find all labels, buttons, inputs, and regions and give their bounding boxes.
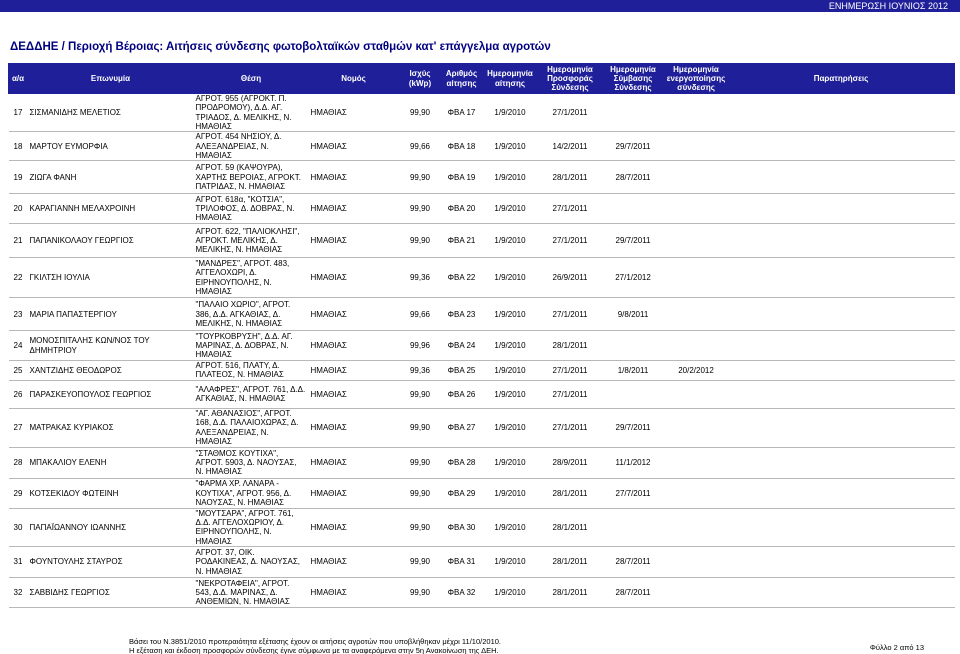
cell-application-date: 1/9/2010	[482, 380, 539, 408]
cell-aa: 26	[9, 380, 28, 408]
cell-location: ΑΓΡΟΤ. 454 ΝΗΣΙΟΥ, Δ. ΑΛΕΞΑΝΔΡΕΙΑΣ, Ν. ΗΜΑΘΙΑΣ	[194, 132, 309, 161]
table-body	[9, 94, 955, 608]
cell-offer-date: 27/1/2011	[539, 408, 602, 447]
cell-aa: 23	[9, 298, 28, 331]
cell-contract-date: 1/8/2011	[602, 361, 665, 381]
cell-remarks	[728, 224, 955, 258]
cell-contract-date: 28/7/2011	[602, 546, 665, 577]
cell-offer-date: 27/1/2011	[539, 298, 602, 331]
cell-protocol: ΦΒΑ 23	[442, 298, 482, 331]
cell-offer-date: 28/9/2011	[539, 447, 602, 478]
cell-offer-date: 28/1/2011	[539, 508, 602, 546]
cell-protocol: ΦΒΑ 29	[442, 478, 482, 508]
cell-protocol: ΦΒΑ 20	[442, 194, 482, 224]
cell-remarks	[728, 161, 955, 194]
cell-application-date: 1/9/2010	[482, 258, 539, 298]
cell-contract-date: 27/1/2012	[602, 258, 665, 298]
cell-prefecture: ΗΜΑΘΙΑΣ	[309, 361, 399, 381]
cell-contract-date: 9/8/2011	[602, 298, 665, 331]
cell-aa: 20	[9, 194, 28, 224]
cell-offer-date: 26/9/2011	[539, 258, 602, 298]
cell-protocol: ΦΒΑ 32	[442, 577, 482, 607]
update-label: ΕΝΗΜΕΡΩΣΗ ΙΟΥΝΙΟΣ 2012	[828, 1, 948, 11]
table-row	[9, 361, 955, 381]
cell-power: 99,90	[399, 94, 442, 132]
col-header-prefecture: Νομός	[309, 64, 399, 94]
table-row	[9, 380, 955, 408]
table-row	[9, 577, 955, 607]
page-title: ΔΕΔΔΗΕ / Περιοχή Βέροιας: Αιτήσεις σύνδεσης φωτοβολταϊκών σταθμών κατ' επάγγελμα αγροτών	[10, 41, 551, 53]
cell-location: ΑΓΡΟΤ. 955 (ΑΓΡΟΚΤ. Π. ΠΡΟΔΡΟΜΟΥ), Δ.Δ. ΑΓ. ΤΡΙΑΔΟΣ, Δ. ΜΕΛΙΚΗΣ, Ν. ΗΜΑΘΙΑΣ	[194, 94, 309, 132]
cell-application-date: 1/9/2010	[482, 298, 539, 331]
cell-protocol: ΦΒΑ 31	[442, 546, 482, 577]
cell-power: 99,90	[399, 508, 442, 546]
cell-name: ΚΑΡΑΓΙΑΝΝΗ ΜΕΛΑΧΡΟΙΝΗ	[28, 194, 194, 224]
table-row	[9, 94, 955, 132]
cell-power: 99,36	[399, 258, 442, 298]
cell-contract-date: 11/1/2012	[602, 447, 665, 478]
cell-power: 99,36	[399, 361, 442, 381]
cell-name: ΚΟΤΣΕΚΙΔΟΥ ΦΩΤΕΙΝΗ	[28, 478, 194, 508]
cell-contract-date	[602, 194, 665, 224]
cell-prefecture: ΗΜΑΘΙΑΣ	[309, 194, 399, 224]
cell-protocol: ΦΒΑ 25	[442, 361, 482, 381]
col-header-application-date: Ημερομηνία αίτησης	[482, 64, 539, 94]
cell-offer-date: 28/1/2011	[539, 478, 602, 508]
table-row	[9, 546, 955, 577]
cell-contract-date	[602, 380, 665, 408]
cell-offer-date: 14/2/2011	[539, 132, 602, 161]
footer-note-2: Η εξέταση και έκδοση προσφορών σύνδεσης έγινε σύμφωνα με τα αναφερόμενα στην 5η Ανακοίνωση της ΔΕΗ.	[129, 646, 499, 654]
cell-prefecture: ΗΜΑΘΙΑΣ	[309, 478, 399, 508]
cell-activation-date	[665, 331, 728, 361]
cell-remarks	[728, 331, 955, 361]
cell-activation-date	[665, 161, 728, 194]
cell-remarks	[728, 408, 955, 447]
cell-aa: 29	[9, 478, 28, 508]
cell-contract-date: 29/7/2011	[602, 224, 665, 258]
cell-activation-date	[665, 380, 728, 408]
cell-name: ΜΑΤΡΑΚΑΣ ΚΥΡΙΑΚΟΣ	[28, 408, 194, 447]
cell-offer-date: 27/1/2011	[539, 224, 602, 258]
table-row	[9, 508, 955, 546]
cell-location: "ΦΑΡΜΑ ΧΡ. ΛΑΝΑΡΑ - ΚΟΥΤΙΧΑ", ΑΓΡΟΤ. 956, Δ. ΝΑΟΥΣΑΣ, Ν. ΗΜΑΘΙΑΣ	[194, 478, 309, 508]
table-row	[9, 298, 955, 331]
cell-application-date: 1/9/2010	[482, 361, 539, 381]
footer-note-1: Βάσει του Ν.3851/2010 προτεραιότητα εξέτασης έχουν οι αιτήσεις αγροτών που υποβλήθηκαν μέχρι 11/10/2010.	[129, 637, 501, 646]
cell-offer-date: 27/1/2011	[539, 361, 602, 381]
cell-offer-date: 28/1/2011	[539, 331, 602, 361]
cell-activation-date	[665, 508, 728, 546]
cell-name: ΖΙΩΓΑ ΦΑΝΗ	[28, 161, 194, 194]
cell-power: 99,90	[399, 161, 442, 194]
cell-aa: 31	[9, 546, 28, 577]
cell-name: ΓΚΙΛΤΣΗ ΙΟΥΛΙΑ	[28, 258, 194, 298]
cell-protocol: ΦΒΑ 19	[442, 161, 482, 194]
cell-contract-date: 27/7/2011	[602, 478, 665, 508]
cell-protocol: ΦΒΑ 24	[442, 331, 482, 361]
cell-power: 99,90	[399, 380, 442, 408]
col-header-aa: α/α	[9, 64, 28, 94]
cell-application-date: 1/9/2010	[482, 546, 539, 577]
cell-contract-date: 29/7/2011	[602, 132, 665, 161]
cell-protocol: ΦΒΑ 22	[442, 258, 482, 298]
cell-aa: 24	[9, 331, 28, 361]
cell-power: 99,90	[399, 546, 442, 577]
cell-aa: 27	[9, 408, 28, 447]
cell-activation-date	[665, 577, 728, 607]
cell-offer-date: 28/1/2011	[539, 546, 602, 577]
cell-activation-date	[665, 258, 728, 298]
cell-prefecture: ΗΜΑΘΙΑΣ	[309, 331, 399, 361]
cell-application-date: 1/9/2010	[482, 331, 539, 361]
footer-notes	[129, 637, 501, 654]
cell-name: ΧΑΝΤΖΙΔΗΣ ΘΕΟΔΩΡΟΣ	[28, 361, 194, 381]
cell-location: "ΠΑΛΑΙΟ ΧΩΡΙΟ", ΑΓΡΟΤ. 386, Δ.Δ. ΑΓΚΑΘΙΑΣ, Δ. ΜΕΛΙΚΗΣ, Ν. ΗΜΑΘΙΑΣ	[194, 298, 309, 331]
cell-activation-date	[665, 194, 728, 224]
cell-remarks	[728, 194, 955, 224]
cell-activation-date	[665, 132, 728, 161]
cell-location: "ΑΛΑΦΡΕΣ", ΑΓΡΟΤ. 761, Δ.Δ. ΑΓΚΑΘΙΑΣ, Ν. ΗΜΑΘΙΑΣ	[194, 380, 309, 408]
cell-remarks	[728, 478, 955, 508]
cell-activation-date	[665, 478, 728, 508]
cell-name: ΣΑΒΒΙΔΗΣ ΓΕΩΡΓΙΟΣ	[28, 577, 194, 607]
col-header-location: Θέση	[194, 64, 309, 94]
cell-offer-date: 27/1/2011	[539, 94, 602, 132]
cell-application-date: 1/9/2010	[482, 577, 539, 607]
col-header-contract-date: Ημερομηνία Σύμβασης Σύνδεσης	[602, 64, 665, 94]
cell-prefecture: ΗΜΑΘΙΑΣ	[309, 161, 399, 194]
top-banner	[0, 0, 960, 12]
cell-location: ΑΓΡΟΤ. 59 (ΚΑΨΟΥΡΑ), ΧΑΡΤΗΣ ΒΕΡΟΙΑΣ, ΑΓΡΟΚΤ. ΠΑΤΡΙΔΑΣ, Ν. ΗΜΑΘΙΑΣ	[194, 161, 309, 194]
cell-protocol: ΦΒΑ 30	[442, 508, 482, 546]
table-row	[9, 447, 955, 478]
cell-power: 99,90	[399, 224, 442, 258]
cell-prefecture: ΗΜΑΘΙΑΣ	[309, 546, 399, 577]
cell-name: ΜΑΡΤΟΥ ΕΥΜΟΡΦΙΑ	[28, 132, 194, 161]
applications-table	[8, 63, 955, 608]
cell-offer-date: 27/1/2011	[539, 194, 602, 224]
cell-protocol: ΦΒΑ 21	[442, 224, 482, 258]
cell-offer-date: 27/1/2011	[539, 380, 602, 408]
cell-application-date: 1/9/2010	[482, 94, 539, 132]
table-row	[9, 132, 955, 161]
cell-power: 99,90	[399, 478, 442, 508]
cell-aa: 17	[9, 94, 28, 132]
cell-power: 99,90	[399, 447, 442, 478]
cell-activation-date	[665, 224, 728, 258]
cell-power: 99,90	[399, 408, 442, 447]
cell-aa: 32	[9, 577, 28, 607]
cell-contract-date	[602, 331, 665, 361]
sheet-number: Φύλλο 2 από 13	[869, 643, 924, 652]
cell-remarks	[728, 447, 955, 478]
cell-power: 99,96	[399, 331, 442, 361]
cell-location: "ΑΓ. ΑΘΑΝΑΣΙΟΣ", ΑΓΡΟΤ. 168, Δ.Δ. ΠΑΛΑΙΟΧΩΡΑΣ, Δ. ΑΛΕΞΑΝΔΡΕΙΑΣ, Ν. ΗΜΑΘΙΑΣ	[194, 408, 309, 447]
cell-prefecture: ΗΜΑΘΙΑΣ	[309, 94, 399, 132]
cell-remarks	[728, 546, 955, 577]
table-row	[9, 331, 955, 361]
cell-power: 99,66	[399, 132, 442, 161]
col-header-protocol: Αριθμός αίτησης	[442, 64, 482, 94]
cell-location: ΑΓΡΟΤ. 618α, "ΚΟΤΣΙΑ", ΤΡΙΛΟΦΟΣ, Δ. ΔΟΒΡΑΣ, Ν. ΗΜΑΘΙΑΣ	[194, 194, 309, 224]
cell-activation-date	[665, 298, 728, 331]
cell-power: 99,66	[399, 298, 442, 331]
cell-remarks	[728, 94, 955, 132]
cell-name: ΜΟΝΟΣΠΙΤΑΛΗΣ ΚΩΝ/ΝΟΣ ΤΟΥ ΔΗΜΗΤΡΙΟΥ	[28, 331, 194, 361]
table-row	[9, 408, 955, 447]
table-row	[9, 161, 955, 194]
cell-contract-date: 28/7/2011	[602, 161, 665, 194]
cell-aa: 28	[9, 447, 28, 478]
cell-application-date: 1/9/2010	[482, 194, 539, 224]
cell-protocol: ΦΒΑ 17	[442, 94, 482, 132]
cell-remarks	[728, 380, 955, 408]
table-header-row	[9, 64, 955, 94]
cell-activation-date	[665, 94, 728, 132]
cell-location: "ΝΕΚΡΟΤΑΦΕΙΑ", ΑΓΡΟΤ. 543, Δ.Δ. ΜΑΡΙΝΑΣ, Δ. ΑΝΘΕΜΙΩΝ, Ν. ΗΜΑΘΙΑΣ	[194, 577, 309, 607]
cell-aa: 30	[9, 508, 28, 546]
cell-name: ΠΑΠΑΪΩΑΝΝΟΥ ΙΩΑΝΝΗΣ	[28, 508, 194, 546]
cell-aa: 25	[9, 361, 28, 381]
cell-activation-date	[665, 546, 728, 577]
cell-contract-date	[602, 94, 665, 132]
cell-location: ΑΓΡΟΤ. 37, ΟΙΚ. ΡΟΔΑΚΙΝΕΑΣ, Δ. ΝΑΟΥΣΑΣ, Ν. ΗΜΑΘΙΑΣ	[194, 546, 309, 577]
table-row	[9, 258, 955, 298]
cell-remarks	[728, 298, 955, 331]
col-header-power: Ισχύς (kWp)	[399, 64, 442, 94]
cell-protocol: ΦΒΑ 27	[442, 408, 482, 447]
cell-power: 99,90	[399, 194, 442, 224]
cell-power: 99,90	[399, 577, 442, 607]
cell-prefecture: ΗΜΑΘΙΑΣ	[309, 298, 399, 331]
cell-offer-date: 28/1/2011	[539, 577, 602, 607]
cell-activation-date	[665, 447, 728, 478]
cell-application-date: 1/9/2010	[482, 224, 539, 258]
cell-prefecture: ΗΜΑΘΙΑΣ	[309, 380, 399, 408]
cell-remarks	[728, 577, 955, 607]
cell-aa: 19	[9, 161, 28, 194]
cell-location: "ΜΑΝΔΡΕΣ", ΑΓΡΟΤ. 483, ΑΓΓΕΛΟΧΩΡΙ, Δ. ΕΙΡΗΝΟΥΠΟΛΗΣ, Ν. ΗΜΑΘΙΑΣ	[194, 258, 309, 298]
cell-aa: 21	[9, 224, 28, 258]
cell-prefecture: ΗΜΑΘΙΑΣ	[309, 508, 399, 546]
cell-application-date: 1/9/2010	[482, 408, 539, 447]
col-header-activation-date: Ημερομηνία ενεργοποίησης σύνδεσης	[665, 64, 728, 94]
cell-location: "ΣΤΑΘΜΟΣ ΚΟΥΤΙΧΑ", ΑΓΡΟΤ. 5903, Δ. ΝΑΟΥΣΑΣ, Ν. ΗΜΑΘΙΑΣ	[194, 447, 309, 478]
cell-location: ΑΓΡΟΤ. 622, "ΠΑΛΙΟΚΛΗΣΙ", ΑΓΡΟΚΤ. ΜΕΛΙΚΗΣ, Δ. ΜΕΛΙΚΗΣ, Ν. ΗΜΑΘΙΑΣ	[194, 224, 309, 258]
cell-remarks	[728, 508, 955, 546]
cell-location: "ΤΟΥΡΚΟΒΡΥΣΗ", Δ.Δ. ΑΓ. ΜΑΡΙΝΑΣ, Δ. ΔΟΒΡΑΣ, Ν. ΗΜΑΘΙΑΣ	[194, 331, 309, 361]
cell-activation-date: 20/2/2012	[665, 361, 728, 381]
cell-application-date: 1/9/2010	[482, 447, 539, 478]
cell-remarks	[728, 132, 955, 161]
cell-aa: 22	[9, 258, 28, 298]
cell-location: "ΜΟΥΤΣΑΡΑ", ΑΓΡΟΤ. 761, Δ.Δ. ΑΓΓΕΛΟΧΩΡΙΟΥ, Δ. ΕΙΡΗΝΟΥΠΟΛΗΣ, Ν. ΗΜΑΘΙΑΣ	[194, 508, 309, 546]
cell-contract-date: 29/7/2011	[602, 408, 665, 447]
cell-offer-date: 28/1/2011	[539, 161, 602, 194]
cell-prefecture: ΗΜΑΘΙΑΣ	[309, 258, 399, 298]
cell-name: ΦΟΥΝΤΟΥΛΗΣ ΣΤΑΥΡΟΣ	[28, 546, 194, 577]
cell-prefecture: ΗΜΑΘΙΑΣ	[309, 132, 399, 161]
cell-application-date: 1/9/2010	[482, 478, 539, 508]
cell-contract-date: 28/7/2011	[602, 577, 665, 607]
table-row	[9, 224, 955, 258]
cell-application-date: 1/9/2010	[482, 132, 539, 161]
cell-protocol: ΦΒΑ 26	[442, 380, 482, 408]
cell-protocol: ΦΒΑ 18	[442, 132, 482, 161]
cell-application-date: 1/9/2010	[482, 161, 539, 194]
cell-name: ΠΑΡΑΣΚΕΥΟΠΟΥΛΟΣ ΓΕΩΡΓΙΟΣ	[28, 380, 194, 408]
cell-name: ΜΠΑΚΑΛΙΟΥ ΕΛΕΝΗ	[28, 447, 194, 478]
cell-contract-date	[602, 508, 665, 546]
cell-name: ΠΑΠΑΝΙΚΟΛΑΟΥ ΓΕΩΡΓΙΟΣ	[28, 224, 194, 258]
cell-prefecture: ΗΜΑΘΙΑΣ	[309, 447, 399, 478]
cell-remarks	[728, 258, 955, 298]
cell-aa: 18	[9, 132, 28, 161]
cell-remarks	[728, 361, 955, 381]
table-row	[9, 194, 955, 224]
table-row	[9, 478, 955, 508]
col-header-remarks: Παρατηρήσεις	[728, 64, 955, 94]
cell-location: ΑΓΡΟΤ. 516, ΠΛΑΤΥ, Δ. ΠΛΑΤΕΟΣ, Ν. ΗΜΑΘΙΑΣ	[194, 361, 309, 381]
cell-protocol: ΦΒΑ 28	[442, 447, 482, 478]
cell-application-date: 1/9/2010	[482, 508, 539, 546]
cell-name: ΜΑΡΙΑ ΠΑΠΑΣΤΕΡΓΙΟΥ	[28, 298, 194, 331]
col-header-offer-date: Ημερομηνία Προσφοράς Σύνδεσης	[539, 64, 602, 94]
col-header-name: Επωνυμία	[28, 64, 194, 94]
cell-prefecture: ΗΜΑΘΙΑΣ	[309, 577, 399, 607]
cell-activation-date	[665, 408, 728, 447]
cell-name: ΣΙΣΜΑΝΙΔΗΣ ΜΕΛΕΤΙΟΣ	[28, 94, 194, 132]
cell-prefecture: ΗΜΑΘΙΑΣ	[309, 408, 399, 447]
cell-prefecture: ΗΜΑΘΙΑΣ	[309, 224, 399, 258]
